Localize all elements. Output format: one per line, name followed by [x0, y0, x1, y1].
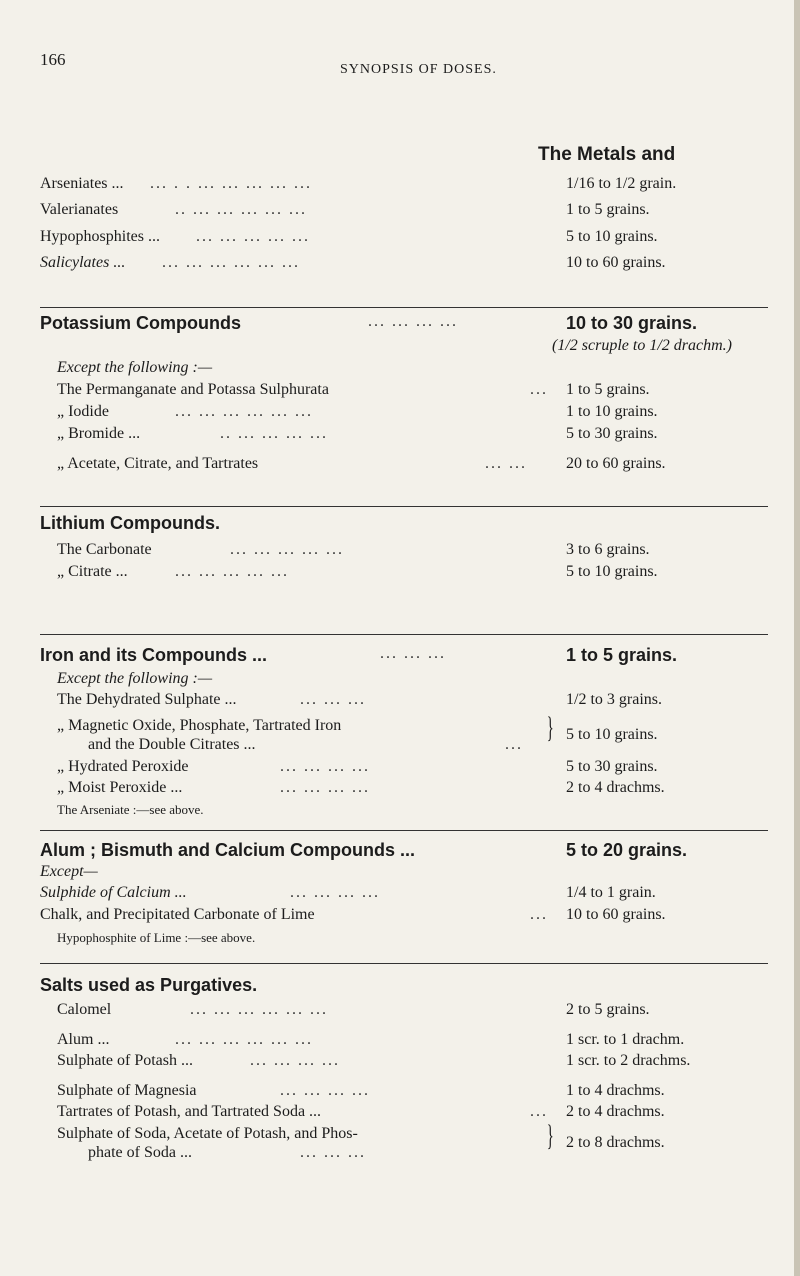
brace: } [546, 1119, 554, 1152]
group-heading: Alum ; Bismuth and Calcium Compounds ... [40, 840, 416, 860]
section-rule [40, 634, 768, 635]
section-heading-row [0, 975, 800, 999]
dot-leader: ... ... ... ... [368, 313, 458, 330]
dose-row [0, 726, 800, 760]
dot-leader: ... ... ... [300, 1144, 366, 1161]
except-label: Except the following :— [57, 359, 213, 376]
dose-row [0, 381, 800, 405]
substance-label: Chalk, and Precipitated Carbonate of Lime [40, 906, 315, 923]
substance-label: „ Magnetic Oxide, Phosphate, Tartrated Iron [57, 717, 342, 734]
substance-label: Sulphate of Magnesia [57, 1082, 197, 1099]
dose-value: 5 to 30 grains. [566, 425, 658, 442]
dose-value: 3 to 6 grains. [566, 541, 650, 558]
dot-leader: ... . . ... ... ... ... ... [150, 175, 312, 192]
dose-row [0, 779, 800, 803]
group-dose: 1 to 5 grains. [566, 645, 678, 665]
section-heading: The Metals and [538, 144, 676, 165]
dose-value: 1 scr. to 2 drachms. [566, 1052, 691, 1069]
dot-leader: ... [530, 1103, 548, 1120]
dose-row [0, 425, 800, 449]
dose-row [0, 175, 800, 199]
section-rule [40, 830, 768, 831]
dot-leader: .. ... ... ... ... ... [175, 201, 307, 218]
dot-leader: ... ... ... [300, 691, 366, 708]
dose-value: 1/4 to 1 grain. [566, 884, 656, 901]
dose-note: (1/2 scruple to 1/2 drachm.) [552, 337, 732, 354]
dose-value: 10 to 60 grains. [566, 906, 666, 923]
dot-leader: ... [505, 736, 523, 753]
substance-label-continued: phate of Soda ... [88, 1144, 192, 1161]
group-heading: Lithium Compounds. [40, 513, 220, 533]
substance-label: The Dehydrated Sulphate ... [57, 691, 237, 708]
dose-row [0, 884, 800, 908]
substance-label: Arseniates ... [40, 175, 124, 192]
section-rule [40, 963, 768, 964]
section-rule [40, 506, 768, 507]
dot-leader: ... ... ... ... ... [196, 228, 310, 245]
substance-label: The Carbonate [57, 541, 152, 558]
substance-label: „ Acetate, Citrate, and Tartrates [57, 455, 259, 472]
substance-label: Tartrates of Potash, and Tartrated Soda ... [57, 1103, 322, 1120]
dose-row [0, 1103, 800, 1127]
substance-label: „ Hydrated Peroxide [57, 758, 189, 775]
substance-label: Sulphate of Soda, Acetate of Potash, and Phos- [57, 1125, 358, 1142]
dose-row [0, 563, 800, 587]
dose-value: 2 to 5 grains. [566, 1001, 650, 1018]
dose-value: 1/16 to 1/2 grain. [566, 175, 677, 192]
substance-label: Valerianates [40, 201, 119, 218]
dose-note-row [0, 337, 800, 361]
dose-row [0, 1134, 800, 1168]
cross-reference-note: The Arseniate :—see above. [57, 802, 204, 817]
dose-value: 1 to 10 grains. [566, 403, 658, 420]
dose-value: 1 to 4 drachms. [566, 1082, 665, 1099]
dot-leader: ... ... ... ... ... [175, 563, 289, 580]
dose-value: 1 scr. to 1 drachm. [566, 1031, 685, 1048]
brace: } [546, 711, 554, 744]
dose-row [0, 254, 800, 278]
dose-value: 2 to 4 drachms. [566, 1103, 665, 1120]
dot-leader: ... [530, 906, 548, 923]
dose-row [0, 201, 800, 225]
dose-value: 20 to 60 grains. [566, 455, 666, 472]
dose-value: 5 to 30 grains. [566, 758, 658, 775]
dose-value: 1 to 5 grains. [566, 381, 650, 398]
except-label: Except the following :— [57, 670, 213, 687]
dose-row [0, 455, 800, 479]
group-heading: Iron and its Compounds ... [40, 645, 267, 665]
dose-value: 5 to 10 grains. [566, 726, 658, 743]
dot-leader: ... ... ... ... ... [230, 541, 344, 558]
dot-leader: ... ... ... ... [280, 758, 370, 775]
section-heading-row [0, 645, 800, 669]
substance-label: Calomel [57, 1001, 112, 1018]
dot-leader: ... ... ... ... [250, 1052, 340, 1069]
dot-leader: ... [530, 381, 548, 398]
dot-leader: ... ... [485, 455, 527, 472]
substance-label: „ Bromide ... [57, 425, 141, 442]
group-dose: 5 to 20 grains. [566, 840, 688, 860]
dose-row [0, 541, 800, 565]
section-heading-row [0, 313, 800, 337]
dot-leader: ... ... ... ... ... ... [162, 254, 300, 271]
group-heading: Salts used as Purgatives. [40, 975, 258, 995]
dose-value: 2 to 8 drachms. [566, 1134, 665, 1151]
substance-label: „ Moist Peroxide ... [57, 779, 183, 796]
dot-leader: ... ... ... ... ... ... [175, 403, 313, 420]
dot-leader: ... ... ... ... ... ... [190, 1001, 328, 1018]
note-row [0, 930, 800, 954]
substance-label: Sulphate of Potash ... [57, 1052, 193, 1069]
section-rule [40, 307, 768, 308]
dot-leader: ... ... ... ... [280, 1082, 370, 1099]
group-dose: 10 to 30 grains. [566, 313, 698, 333]
substance-label: Salicylates ... [40, 254, 126, 271]
dose-row [0, 1052, 800, 1076]
dot-leader: ... ... ... ... [280, 779, 370, 796]
substance-label: Alum ... [57, 1031, 110, 1048]
dose-value: 5 to 10 grains. [566, 228, 658, 245]
section-heading-row [0, 513, 800, 537]
dose-row [0, 1001, 800, 1025]
cross-reference-note: Hypophosphite of Lime :—see above. [57, 930, 256, 945]
except-label: Except— [40, 863, 98, 880]
dose-value: 1/2 to 3 grains. [566, 691, 662, 708]
section-heading-row [0, 840, 800, 864]
dose-value: 10 to 60 grains. [566, 254, 666, 271]
dose-row [0, 691, 800, 715]
running-head: SYNOPSIS OF DOSES. [340, 62, 497, 77]
dot-leader: ... ... ... ... ... ... [175, 1031, 313, 1048]
page-number: 166 [40, 50, 66, 69]
except-row [0, 359, 800, 383]
note-row [0, 802, 800, 826]
dose-value: 2 to 4 drachms. [566, 779, 665, 796]
substance-label: „ Citrate ... [57, 563, 128, 580]
dose-row [0, 906, 800, 930]
substance-label: Hypophosphites ... [40, 228, 160, 245]
substance-label: „ Iodide [57, 403, 109, 420]
substance-label: The Permanganate and Potassa Sulphurata [57, 381, 329, 398]
dot-leader: ... ... ... [380, 645, 446, 662]
dose-value: 1 to 5 grains. [566, 201, 650, 218]
dose-row [0, 228, 800, 252]
substance-label: Sulphide of Calcium ... [40, 884, 187, 901]
group-heading: Potassium Compounds [40, 313, 242, 333]
substance-label-continued: and the Double Citrates ... [88, 736, 256, 753]
dose-value: 5 to 10 grains. [566, 563, 658, 580]
dot-leader: .. ... ... ... ... [220, 425, 328, 442]
dose-row [0, 403, 800, 427]
dot-leader: ... ... ... ... [290, 884, 380, 901]
